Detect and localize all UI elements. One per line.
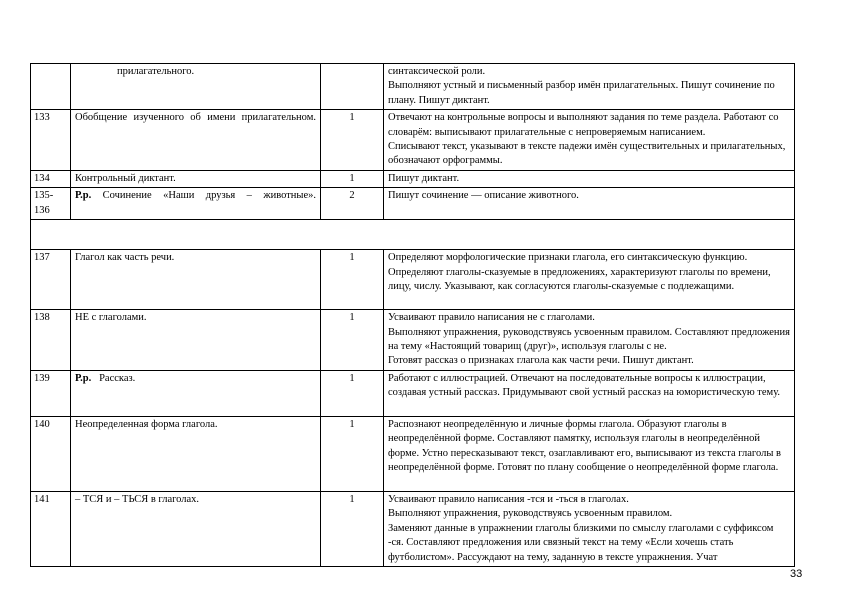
lesson-topic	[71, 370, 321, 416]
lesson-number: 137	[31, 250, 71, 310]
activity-line: Списывают текст, указывают в тексте падежи имён существительных и прилагательных, обозначают орфограммы.	[388, 141, 786, 167]
activity-line: Определяют глаголы-сказуемые в предложениях, характеризуют глаголы по времени, лицу, числу. Указывают, как согласуются глаголы-сказуемые с подлежащими.	[388, 266, 771, 293]
lesson-hours: 1	[321, 491, 384, 566]
activity-line: Выполняют устный и письменный разбор имён прилагательных. Пишут сочинение по плану. Пишут диктант.	[388, 80, 775, 106]
speech-development-label: Р.р.	[75, 190, 92, 202]
lesson-activities	[384, 170, 795, 187]
page-number: 33	[790, 568, 803, 580]
topic-text: Неопределенная форма глагола.	[75, 418, 218, 430]
lesson-activities	[384, 310, 795, 371]
lesson-number: 138	[31, 310, 71, 371]
topic-text: Глагол как часть речи.	[75, 252, 175, 264]
lesson-hours: 1	[321, 250, 384, 310]
lesson-hours: 1	[321, 370, 384, 416]
activity-line: Отвечают на контрольные вопросы и выполняют задания по теме раздела. Работают со словарём: выписывают прилагательные с непроверяемым написанием.	[388, 112, 779, 138]
activity-line: Усваивают правило написания -тся и -ться в глаголах.	[388, 493, 629, 505]
lesson-activities	[384, 416, 795, 491]
activity-line: Распознают неопределённую и личные формы глагола. Образуют глаголы в неопределённой форме. Составляют памятку, используя глаголы в неопределённой форме. Устно пересказывают текст, озаглавливают его, выписывают из текста глаголы в неопределённой форме. Готовят по плану сообщение о неопределённой форме глагола.	[388, 418, 781, 474]
table-row	[31, 416, 795, 491]
table-row	[31, 170, 795, 187]
activity-line: Заменяют данные в упражнении глаголы близкими по смыслу глаголами с суффиксом -ся. Составляют предложения или связный текст на тему «Если хочешь стать футболистом». Рассуждают на тему, заданную в тексте упражнения. Учат	[388, 522, 774, 563]
lesson-hours: 1	[321, 110, 384, 171]
lesson-topic	[71, 310, 321, 371]
speech-development-label: Р.р.	[75, 372, 92, 384]
topic-text: прилагательного.	[117, 66, 195, 77]
table-row	[31, 64, 795, 110]
topic-text: Контрольный диктант.	[75, 172, 176, 184]
lesson-hours: 1	[321, 416, 384, 491]
lesson-hours: 2	[321, 188, 384, 220]
lesson-hours	[321, 64, 384, 110]
table-row	[31, 110, 795, 171]
lesson-activities	[384, 370, 795, 416]
topic-text: Рассказ.	[91, 372, 136, 384]
lesson-topic	[71, 170, 321, 187]
lesson-activities	[384, 491, 795, 566]
topic-text: НЕ с глаголами.	[75, 312, 147, 324]
table-row	[31, 491, 795, 566]
lesson-activities	[384, 250, 795, 310]
lesson-activities	[384, 188, 795, 220]
activity-line: Работают с иллюстрацией. Отвечают на последовательные вопросы к иллюстрации, создавая устный рассказ. Придумывают свой устный рассказ на юмористическую тему.	[388, 372, 781, 399]
table-row	[31, 188, 795, 220]
activity-line: синтаксической роли.	[388, 66, 486, 77]
section-divider-cell	[31, 220, 795, 250]
activity-line: Определяют морфологические признаки глагола, его синтаксическую функцию.	[388, 252, 748, 264]
lesson-activities	[384, 110, 795, 171]
activity-line: Усваивают правило написания не с глаголами.	[388, 312, 595, 324]
table-row	[31, 250, 795, 310]
activity-line: Пишут сочинение — описание животного.	[388, 190, 579, 202]
lesson-number: 135-136	[31, 188, 71, 220]
lesson-hours: 1	[321, 310, 384, 371]
lesson-hours: 1	[321, 170, 384, 187]
lesson-plan-table	[30, 63, 795, 567]
lesson-number: 139	[31, 370, 71, 416]
lesson-topic	[71, 250, 321, 310]
activity-line: Выполняют упражнения, руководствуясь усвоенным правилом. Составляют предложения на тему «Настоящий товарищ (друг)», используя глаголы с не.	[388, 326, 790, 353]
lesson-topic	[71, 64, 321, 110]
lesson-number: 133	[31, 110, 71, 171]
lesson-topic	[71, 188, 321, 220]
lesson-number	[31, 64, 71, 110]
topic-text: – ТСЯ и – ТЬСЯ в глаголах.	[75, 493, 200, 505]
activity-line: Выполняют упражнения, руководствуясь усвоенным правилом.	[388, 508, 673, 520]
lesson-activities	[384, 64, 795, 110]
activity-line: Пишут диктант.	[388, 172, 460, 184]
lesson-topic	[71, 110, 321, 171]
lesson-number: 141	[31, 491, 71, 566]
topic-text: Обобщение изученного об имени прилагательном.	[75, 112, 316, 124]
lesson-topic	[71, 416, 321, 491]
lesson-number: 140	[31, 416, 71, 491]
table-row	[31, 370, 795, 416]
section-divider-row	[31, 220, 795, 250]
lesson-number: 134	[31, 170, 71, 187]
topic-text: Сочинение «Наши друзья – животные».	[91, 190, 316, 202]
activity-line: Готовят рассказ о признаках глагола как части речи. Пишут диктант.	[388, 355, 694, 367]
lesson-topic	[71, 491, 321, 566]
table-row	[31, 310, 795, 371]
